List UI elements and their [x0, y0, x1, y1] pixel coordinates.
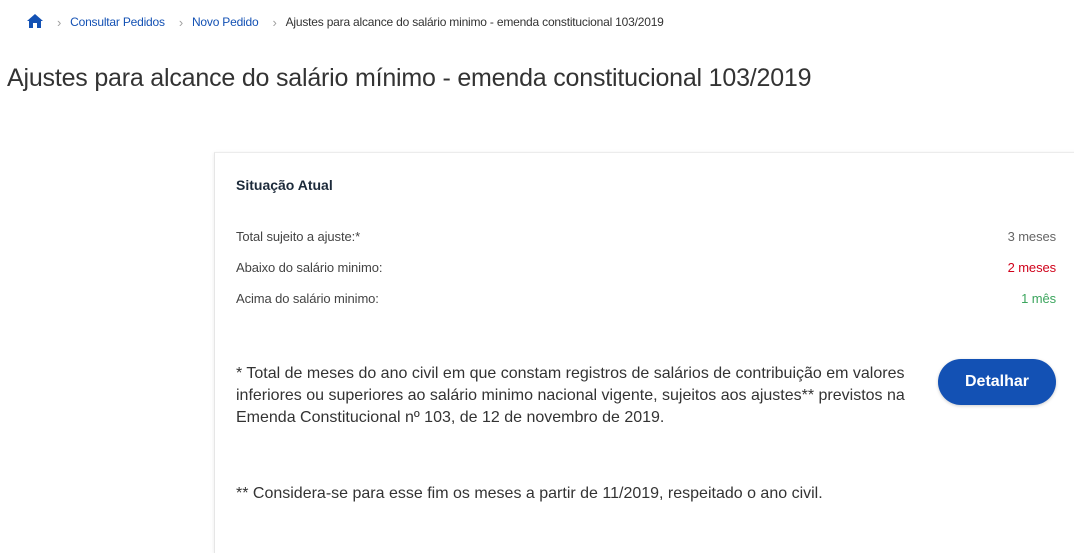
footnote-period: ** Considera-se para esse fim os meses a partir de 11/2019, respeitado o ano civil.	[236, 485, 823, 502]
page-title: Ajustes para alcance do salário mínimo - emenda constitucional 103/2019	[7, 64, 812, 92]
summary-label: Abaixo do salário minimo:	[236, 260, 383, 275]
summary-label: Total sujeito a ajuste:*	[236, 229, 361, 244]
summary-value: 3 meses	[1007, 229, 1056, 244]
breadcrumb-item-consultar-pedidos[interactable]: Consultar Pedidos	[70, 15, 165, 29]
status-card	[214, 152, 1074, 553]
chevron-right-icon: ›	[272, 14, 277, 30]
summary-row-total	[236, 229, 1056, 244]
card-title: Situação Atual	[236, 177, 333, 193]
home-icon	[27, 14, 43, 28]
breadcrumb-current: Ajustes para alcance do salário minimo - emenda constitucional 103/2019	[285, 15, 664, 29]
summary-row-below	[236, 260, 1056, 275]
footnote-total: * Total de meses do ano civil em que constam registros de salários de contribuição em valores inferiores ou superiores ao salário minimo nacional vigente, sujeitos aos ajustes** previstos na Emenda Constitucional nº 103, de 12 de novembro de 2019.	[236, 365, 905, 426]
summary-value: 2 meses	[1007, 260, 1056, 275]
detalhar-button[interactable]: Detalhar	[938, 359, 1056, 405]
chevron-right-icon: ›	[57, 14, 62, 30]
breadcrumb	[27, 12, 664, 32]
summary-row-above	[236, 291, 1056, 306]
breadcrumb-item-novo-pedido[interactable]: Novo Pedido	[191, 15, 259, 29]
breadcrumb-home[interactable]	[27, 14, 43, 31]
summary-value: 1 mês	[1021, 291, 1056, 306]
chevron-right-icon: ›	[178, 14, 183, 30]
summary-label: Acima do salário minimo:	[236, 291, 379, 306]
